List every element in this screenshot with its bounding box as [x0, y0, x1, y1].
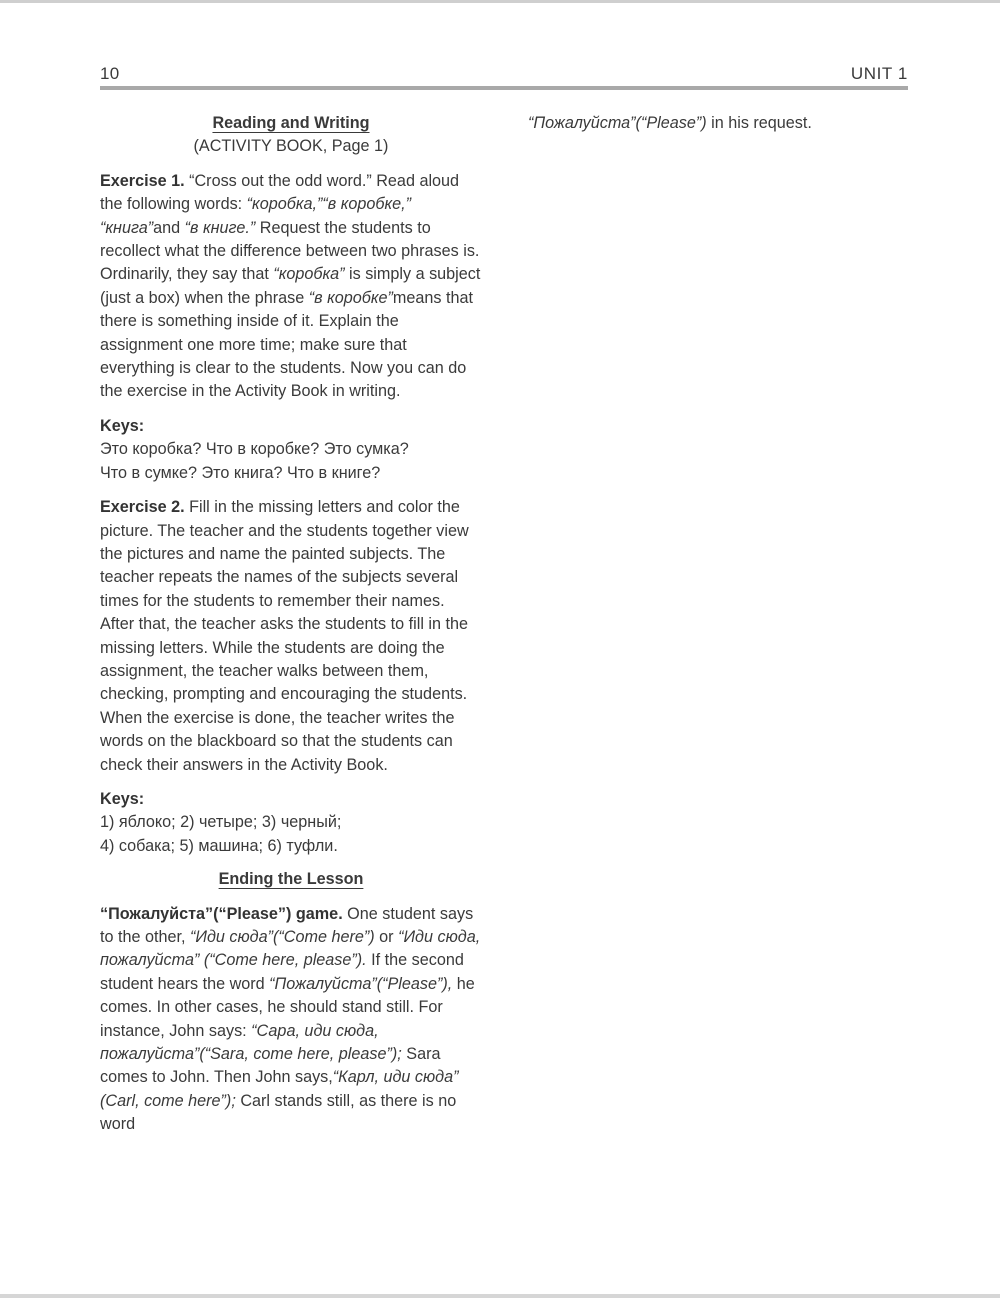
continuation-text: in his request.	[706, 114, 812, 132]
game-text: he comes. In other cases, he should stand still. For instance, John says:	[100, 974, 475, 1040]
exercise-1-text: and	[153, 218, 185, 237]
game-phrase: “Иди сюда”(“Come here”)	[190, 928, 375, 946]
header-rule	[100, 86, 908, 90]
game-label: “Пожалуйста”(“Please”) game.	[100, 904, 343, 923]
right-column	[528, 112, 910, 135]
keys-label: Keys:	[100, 416, 145, 435]
keys-1-line: Это коробка? Что в коробке? Это сумка?	[100, 440, 409, 459]
word-v-knige: “в книге.”	[184, 218, 256, 237]
section-heading-ending-lesson	[100, 868, 482, 891]
game-phrase: “Пожалуйста”(“Please”),	[269, 974, 453, 993]
section-heading-reading-writing	[100, 112, 482, 159]
exercise-1-label: Exercise 1.	[100, 171, 185, 190]
word-kniga: “книга”	[100, 218, 154, 237]
game-paragraph	[100, 903, 482, 1137]
word-korobka: “коробка,”	[246, 195, 323, 214]
exercise-2-text: Fill in the missing letters and color the picture. The teacher and the students together view the pictures and name the painted subjects. The teacher repeats the names of the subjects several times for the students to remember their names. After that, the teacher asks the students to fill in the missing letters. While the students are doing the assignment, the teacher walks between them, checking, prompting and encouraging the students. When the exercise is done, the teacher writes the words on the blackboard so that the students can check their answers in the Activity Book.	[100, 498, 469, 774]
continuation-paragraph	[528, 112, 910, 135]
game-text: Carl stands still, as there is no word	[100, 1091, 457, 1134]
game-phrase: “Сара, иди сюда, пожалуйста”(“Sara, come here, please”);	[100, 1021, 402, 1064]
left-column	[100, 112, 482, 1137]
word-v-korobke: “в коробке,”	[322, 195, 411, 214]
section-subtitle: (ACTIVITY BOOK, Page 1)	[193, 137, 389, 156]
keys-1-line: Что в сумке? Это книга? Что в книге?	[100, 463, 381, 482]
keys-2-line: 1) яблоко; 2) четыре; 3) черный;	[100, 813, 342, 832]
game-text: or	[374, 928, 399, 946]
page-number: 10	[100, 64, 120, 83]
game-phrase: “Карл, иди сюда” (Carl, come here”);	[100, 1068, 459, 1110]
page-bottom-edge	[0, 1294, 1000, 1298]
game-phrase: “Иди сюда, пожалуйста” (“Come here, please”).	[100, 928, 481, 970]
page-top-edge	[0, 0, 1000, 3]
word-v-korobke: “в коробке”	[308, 288, 393, 307]
game-text: Sara comes to John. Then John says,	[100, 1045, 441, 1087]
exercise-1-text: Request the students to recollect what the difference between two phrases is. Ordinarily, they say that	[100, 218, 480, 284]
word-korobka: “коробка”	[273, 265, 345, 284]
exercise-1-text: means that there is something inside of it. Explain the assignment one more time; make sure that everything is clear to the students. Now you can do the exercise in the Activity Book in writing.	[100, 288, 473, 401]
keys-2-label	[100, 788, 482, 811]
exercise-1-text: is simply a subject (just a box) when the phrase	[100, 265, 481, 307]
keys-label: Keys:	[100, 789, 145, 808]
game-text: One student says to the other,	[100, 904, 474, 946]
unit-label: UNIT 1	[850, 64, 908, 83]
section-title: Ending the Lesson	[218, 870, 364, 889]
keys-2-line: 4) собака; 5) машина; 6) туфли.	[100, 836, 338, 855]
section-title: Reading and Writing	[212, 114, 370, 132]
exercise-2-paragraph	[100, 496, 482, 777]
exercise-1-text: “Cross out the odd word.” Read aloud the following words:	[100, 171, 460, 214]
game-text: If the second student hears the word	[100, 951, 464, 993]
exercise-1-paragraph	[100, 170, 482, 404]
game-phrase: “Пожалуйста”(“Please”)	[528, 114, 707, 132]
exercise-2-label: Exercise 2.	[100, 498, 185, 517]
keys-1-label	[100, 415, 482, 438]
